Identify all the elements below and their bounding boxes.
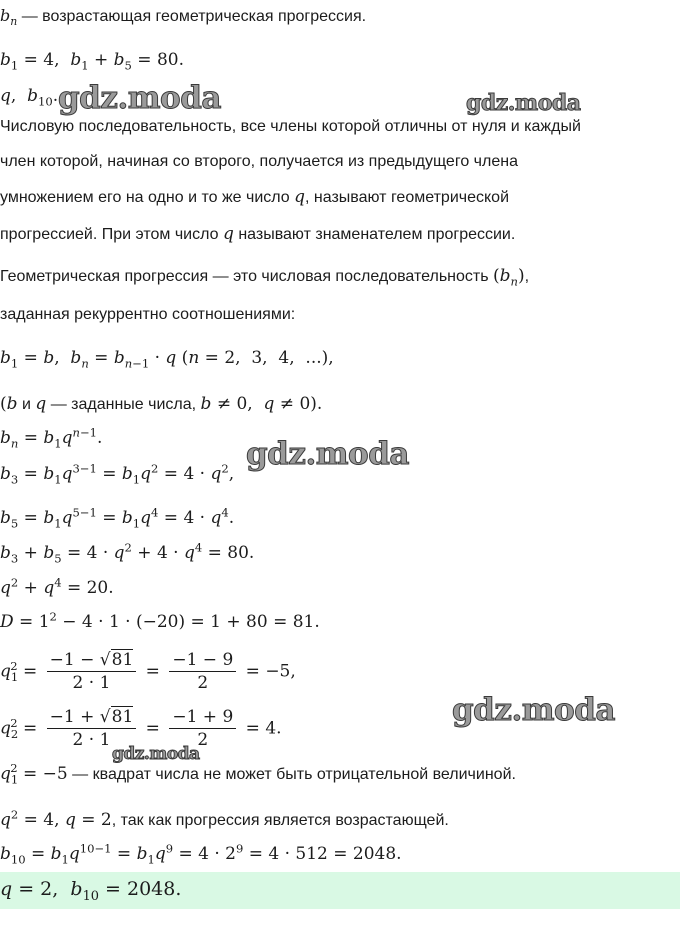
answer-box (0, 872, 680, 909)
b3-formula: $b_3 = b_1q^{3-1} = b_1q^2 = 4 \cdot q^2$, (0, 461, 235, 487)
definition-line-3b: , называют геометрической (305, 189, 509, 206)
recurrence-formula: $b_1 = b$, $b_n = b_{n-1} \cdot q$ (n = 2, 3, 4, ...), (0, 348, 334, 371)
conditions: (b и q — заданные числа, b ≠ 0, q ≠ 0). (0, 394, 323, 414)
watermark: gdz.moda (246, 436, 409, 472)
definition-line-1: Числовую последовательность, все члены которой отличны от нуля и каждый (0, 118, 581, 135)
definition-line-3: умножением его на одно и то же число q, называют геометрической (0, 187, 509, 207)
problem-text: — возрастающая геометрическая прогрессия. (17, 8, 367, 25)
problem-statement (0, 6, 367, 29)
b5-formula: $b_5 = b_1q^{5-1} = b_1q^4 = 4 \cdot q^4$. (0, 505, 235, 531)
definition-line-2: член которой, начиная со второго, получается из предыдущего члена (0, 153, 518, 170)
simplified-equation: $q^2 + q^4 = 20$. (0, 575, 114, 598)
root-rejection-text: — квадрат числа не может быть отрицательной величиной. (67, 766, 516, 783)
recurrence-definition-text: Геометрическая прогрессия — это числовая последовательность (0, 268, 493, 285)
definition-line-3a: умножением его на одно и то же число (0, 189, 295, 206)
watermark: gdz.moda (466, 90, 581, 116)
recurrence-definition: Геометрическая прогрессия — это числовая последовательность $(b_n)$, (0, 266, 530, 289)
conditions-text: — заданные числа, (46, 396, 201, 413)
watermark: gdz.moda (452, 692, 615, 728)
definition-line-4b: называют знаменателем прогрессии. (233, 226, 516, 243)
watermark: gdz.moda (58, 80, 221, 116)
q-value-text: , так как прогрессия является возрастающей. (111, 812, 449, 829)
definition-line-4a: прогрессией. При этом число (0, 226, 223, 243)
b10-formula: $b_{10} = b_1q^{10-1} = b_1q^9 = 4 \cdot 2^9 = 4 \cdot 512 = 2048$. (0, 841, 402, 867)
definition-line-4: прогрессией. При этом число q называют знаменателем прогрессии. (0, 224, 516, 244)
given-values: $b_1 = 4$, $b_1 + b_5 = 80$. (0, 50, 184, 73)
general-term-formula: $b_n = b_1q^{n-1}$. (0, 425, 103, 451)
recurrence-definition-2: заданная рекуррентно соотношениями: (0, 306, 296, 323)
conditions-and: и (17, 396, 36, 413)
math-bn: $b_n$ (0, 6, 18, 29)
root-rejection: $q_1^2 = -5$ — квадрат числа не может быть отрицательной величиной. (0, 761, 516, 787)
watermark: gdz.moda (112, 744, 200, 764)
sum-equation: $b_3 + b_5 = 4 \cdot q^2 + 4 \cdot q^4 = 80$. (0, 540, 255, 566)
answer: q = 2, $b_{10} = 2048$. (0, 878, 182, 904)
q-value: $q^2 = 4$, q = 2, так как прогрессия является возрастающей. (0, 807, 449, 830)
discriminant: $D = 1^2 - 4 \cdot 1 \cdot (-20) = 1 + 80 = 81$. (0, 609, 320, 632)
root-2: $q_2^2$ = $\frac{-1 + √81}{2 \cdot 1}$ = $\frac{-1 + 9}{2}$ = 4. (0, 707, 282, 750)
find-values: q, $b_{10}$. (0, 86, 59, 109)
root-1: $q_1^2$ = $\frac{-1 - √81}{2 \cdot 1}$ = $\frac{-1 - 9}{2}$ = −5, (0, 650, 296, 693)
